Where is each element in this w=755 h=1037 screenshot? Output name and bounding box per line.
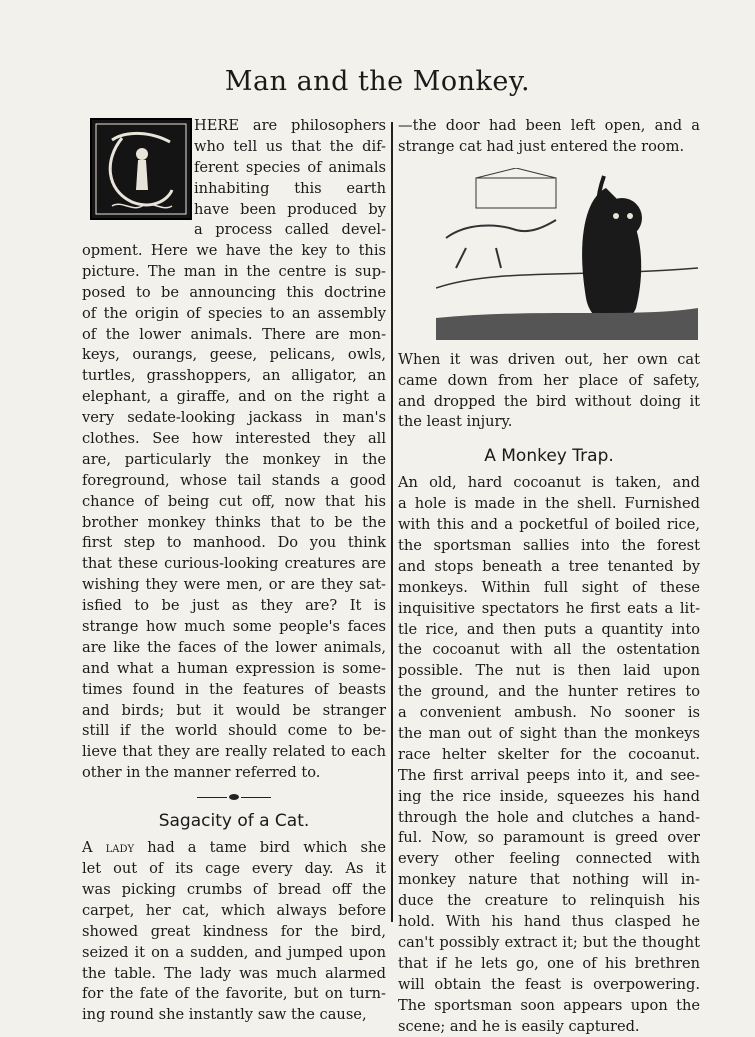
text-line: that these curious-looking creatures are bbox=[82, 554, 386, 575]
text-line: of the origin of species to an assembly bbox=[82, 304, 386, 325]
text-line: are like the faces of the lower animals, bbox=[82, 638, 386, 659]
section-heading: Sagacity of a Cat. bbox=[82, 804, 386, 838]
text-line: a hole is made in the shell. Furnished bbox=[398, 494, 700, 515]
text-line: and birds; but it would be stranger bbox=[82, 701, 386, 722]
text-line: the cocoanut with all the ostentation bbox=[398, 640, 700, 661]
right-column bbox=[398, 116, 700, 1037]
text-line: that if he lets go, one of his brethren bbox=[398, 954, 700, 975]
text-line: showed great kindness for the bird, bbox=[82, 922, 386, 943]
text-line: strange how much some people's faces bbox=[82, 617, 386, 638]
text-line: turtles, grasshoppers, an alligator, an bbox=[82, 366, 386, 387]
text-line: times found in the features of beasts bbox=[82, 680, 386, 701]
text-line: —the door had been left open, and a bbox=[398, 116, 700, 137]
text-line: strange cat had just entered the room. bbox=[398, 137, 700, 158]
article-continuation bbox=[398, 116, 700, 158]
text-line: inhabiting this earth bbox=[194, 179, 386, 200]
text-line: of the lower animals. There are mon- bbox=[82, 325, 386, 346]
text-line: inquisitive spectators he first eats a lit- bbox=[398, 599, 700, 620]
text-line: scene; and he is easily captured. bbox=[398, 1017, 700, 1037]
text-line: brother monkey thinks that to be the bbox=[82, 513, 386, 534]
text-line: monkeys. Within full sight of these bbox=[398, 578, 700, 599]
text-line: ferent species of animals bbox=[194, 158, 386, 179]
text-line: can't possibly extract it; but the thought bbox=[398, 933, 700, 954]
text-line: the table. The lady was much alarmed bbox=[82, 964, 386, 985]
text-line: The sportsman soon appears upon the bbox=[398, 996, 700, 1017]
text-line: picture. The man in the centre is sup- bbox=[82, 262, 386, 283]
section-heading: A Monkey Trap. bbox=[398, 439, 700, 473]
text-line: who tell us that the dif- bbox=[194, 137, 386, 158]
text-line: very sedate-looking jackass in man's bbox=[82, 408, 386, 429]
decorated-initial-icon bbox=[90, 118, 192, 220]
text-line: every other feeling connected with bbox=[398, 849, 700, 870]
text-line: monkey nature that nothing will in- bbox=[398, 870, 700, 891]
text-line: the sportsman sallies into the forest bbox=[398, 536, 700, 557]
text-line: ing round she instantly saw the cause, bbox=[82, 1005, 386, 1026]
text-line: clothes. See how interested they all bbox=[82, 429, 386, 450]
left-column bbox=[82, 116, 386, 1026]
cats-illustration-icon bbox=[436, 168, 698, 340]
text-line: wishing they were men, or are they sat- bbox=[82, 575, 386, 596]
article-continuation bbox=[398, 350, 700, 434]
text-line: lieve that they are really related to each bbox=[82, 742, 386, 763]
text-line: carpet, her cat, which always before bbox=[82, 901, 386, 922]
text-line: the ground, and the hunter retires to bbox=[398, 682, 700, 703]
text-line: are, particularly the monkey in the bbox=[82, 450, 386, 471]
text-line: first step to manhood. Do you think bbox=[82, 533, 386, 554]
lead-word: A lady bbox=[82, 839, 134, 856]
text-line: for the fate of the favorite, but on turn- bbox=[82, 984, 386, 1005]
text-line: tle rice, and then puts a quantity into bbox=[398, 620, 700, 641]
text-line: opment. Here we have the key to this bbox=[82, 241, 386, 262]
text-line: foreground, whose tail stands a good bbox=[82, 471, 386, 492]
lead-rest: had a tame bird which she bbox=[134, 839, 386, 856]
text-line: let out of its cage every day. As it bbox=[82, 859, 386, 880]
text-line: the man out of sight than the monkeys bbox=[398, 724, 700, 745]
text-line: and stops beneath a tree tenanted by bbox=[398, 557, 700, 578]
text-line: chance of being cut off, now that his bbox=[82, 492, 386, 513]
text-line: ing the rice inside, squeezes his hand bbox=[398, 787, 700, 808]
text-line: a process called devel- bbox=[194, 220, 386, 241]
article-intro bbox=[82, 116, 386, 241]
text-line: elephant, a giraffe, and on the right a bbox=[82, 387, 386, 408]
column-rule bbox=[391, 122, 393, 922]
text-line: posed to be announcing this doctrine bbox=[82, 283, 386, 304]
text-line: isfied to be just as they are? It is bbox=[82, 596, 386, 617]
article-body bbox=[398, 473, 700, 1037]
text-line: have been produced by bbox=[194, 200, 386, 221]
text-line: race helter skelter for the cocoanut. bbox=[398, 745, 700, 766]
text-line: and dropped the bird without doing it bbox=[398, 392, 700, 413]
page-title: Man and the Monkey. bbox=[0, 66, 755, 97]
text-line: the least injury. bbox=[398, 412, 700, 433]
article-body bbox=[82, 241, 386, 784]
section-divider bbox=[82, 790, 386, 804]
text-line: ful. Now, so paramount is greed over bbox=[398, 828, 700, 849]
text-line bbox=[82, 838, 386, 859]
text-line: An old, hard cocoanut is taken, and bbox=[398, 473, 700, 494]
text-line: keys, ourangs, geese, pelicans, owls, bbox=[82, 345, 386, 366]
text-line: other in the manner referred to. bbox=[82, 763, 386, 784]
text-line: came down from her place of safety, bbox=[398, 371, 700, 392]
text-line: seized it on a sudden, and jumped upon bbox=[82, 943, 386, 964]
text-line: through the hole and clutches a hand- bbox=[398, 808, 700, 829]
article-body bbox=[82, 859, 386, 1026]
text-line: and what a human expression is some- bbox=[82, 659, 386, 680]
text-line: still if the world should come to be- bbox=[82, 721, 386, 742]
text-line: When it was driven out, her own cat bbox=[398, 350, 700, 371]
text-line: will obtain the feast is overpowering. bbox=[398, 975, 700, 996]
text-line: possible. The nut is then laid upon bbox=[398, 661, 700, 682]
text-line: The first arrival peeps into it, and see- bbox=[398, 766, 700, 787]
text-line: HERE are philosophers bbox=[194, 116, 386, 137]
text-line: was picking crumbs of bread off the bbox=[82, 880, 386, 901]
text-line: with this and a pocketful of boiled rice, bbox=[398, 515, 700, 536]
text-line: hold. With his hand thus clasped he bbox=[398, 912, 700, 933]
intro-lines bbox=[194, 116, 386, 241]
text-line: a convenient ambush. No sooner is bbox=[398, 703, 700, 724]
text-line: duce the creature to relinquish his bbox=[398, 891, 700, 912]
